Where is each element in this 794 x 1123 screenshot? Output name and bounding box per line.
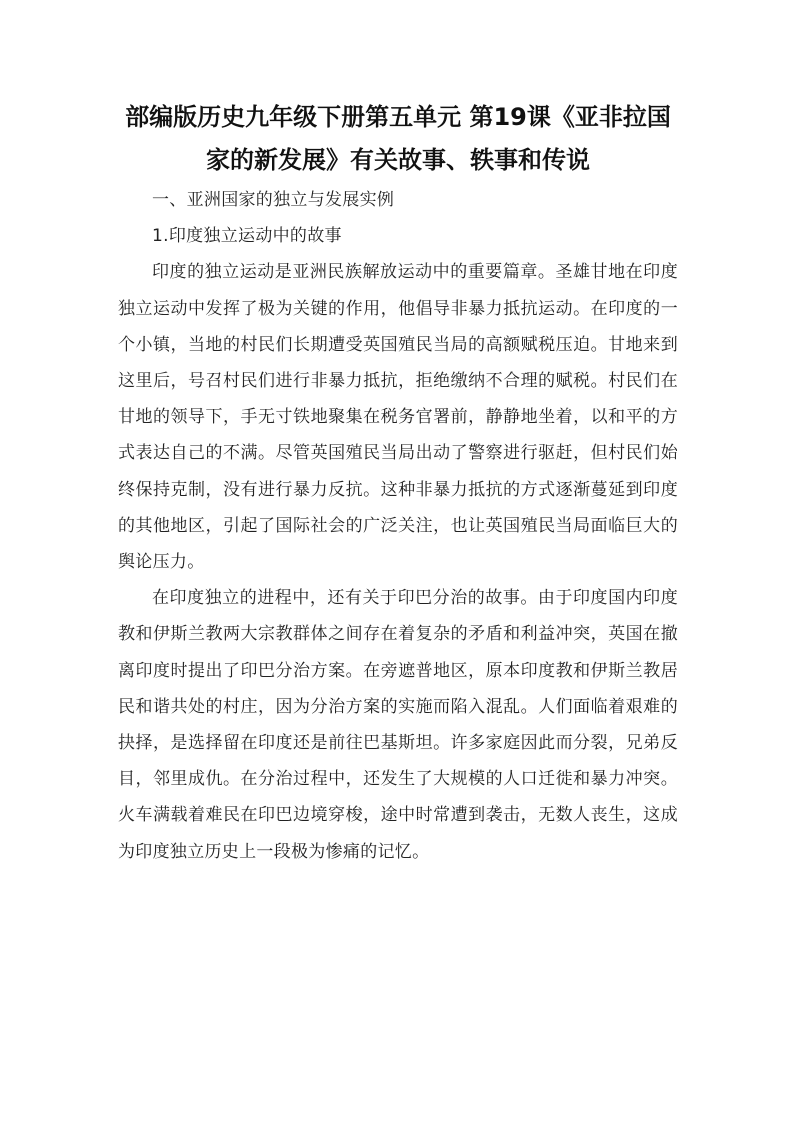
paragraph: 在印度独立的进程中，还有关于印巴分治的故事。由于印度国内印度教和伊斯兰教两大宗教群体之间存在着复杂的矛盾和利益冲突，英国在撤离印度时提出了印巴分治方案。在旁遮普地区，原本印度教和伊斯兰教居民和谐共处的村庄，因为分治方案的实施而陷入混乱。人们面临着艰难的抉择，是选择留在印度还是前往巴基斯坦。许多家庭因此而分裂，兄弟反目，邻里成仇。在分治过程中，还发生了大规模的人口迁徙和暴力冲突。火车满载着难民在印巴边境穿梭，途中时常遭到袭击，无数人丧生，这成为印度独立历史上一段极为惨痛的记忆。 bbox=[118, 588, 678, 862]
document-body bbox=[118, 182, 678, 870]
document-title: 部编版历史九年级下册第五单元 第19课《亚非拉国家的新发展》有关故事、轶事和传说 bbox=[125, 103, 671, 174]
section-heading: 一、亚洲国家的独立与发展实例 bbox=[152, 190, 395, 210]
subsection-heading: 1.印度独立运动中的故事 bbox=[152, 226, 342, 247]
paragraph: 印度的独立运动是亚洲民族解放运动中的重要篇章。圣雄甘地在印度独立运动中发挥了极为关键的作用，他倡导非暴力抵抗运动。在印度的一个小镇，当地的村民们长期遭受英国殖民当局的高额赋税压迫。甘地来到这里后，号召村民们进行非暴力抵抗，拒绝缴纳不合理的赋税。村民们在甘地的领导下，手无寸铁地聚集在税务官署前，静静地坐着，以和平的方式表达自己的不满。尽管英国殖民当局出动了警察进行驱赶，但村民们始终保持克制，没有进行暴力反抗。这种非暴力抵抗的方式逐渐蔓延到印度的其他地区，引起了国际社会的广泛关注，也让英国殖民当局面临巨大的舆论压力。 bbox=[118, 262, 678, 573]
